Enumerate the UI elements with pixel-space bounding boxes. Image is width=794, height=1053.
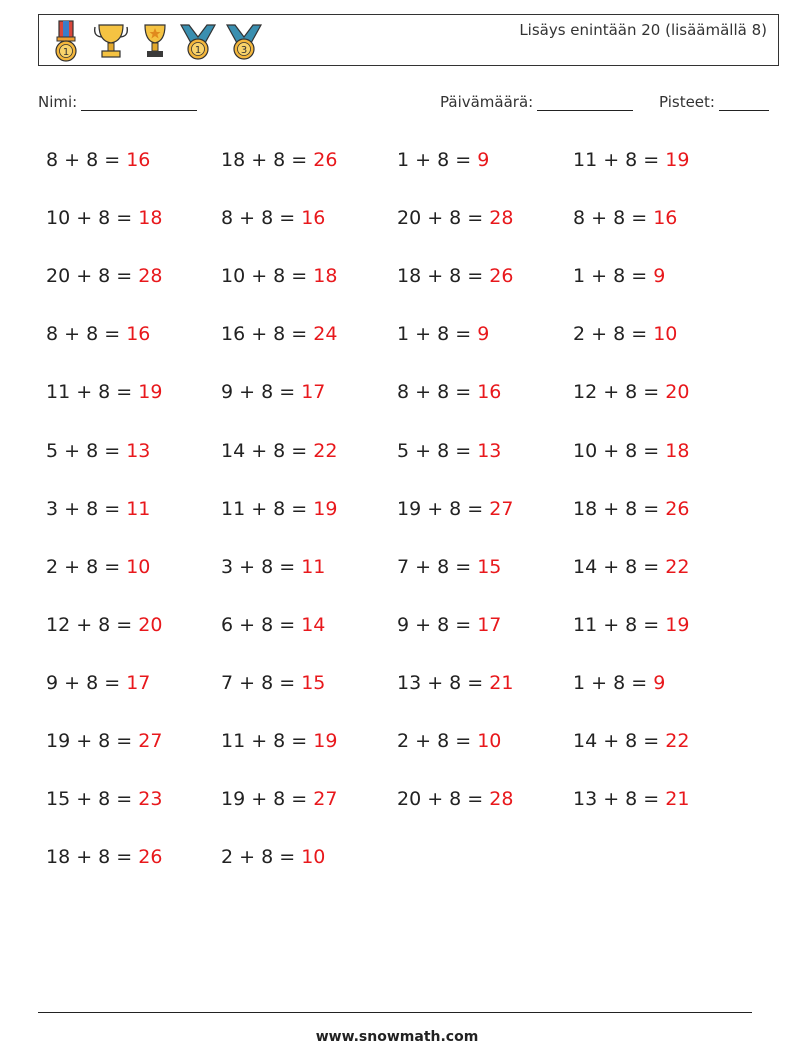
problem-answer: 19 <box>665 614 690 636</box>
problem-answer: 10 <box>477 730 502 752</box>
problem-answer: 16 <box>477 381 502 403</box>
svg-text:1: 1 <box>194 45 202 56</box>
problem-answer: 18 <box>313 265 338 287</box>
problem-item <box>46 555 150 579</box>
problem-item <box>221 497 337 521</box>
problem-item <box>221 206 325 230</box>
problem-question: 14 + 8 = <box>573 556 666 578</box>
problem-answer: 27 <box>489 498 514 520</box>
problem-answer: 13 <box>126 440 151 462</box>
problem-item <box>573 555 689 579</box>
problem-item <box>573 322 677 346</box>
problem-answer: 11 <box>126 498 151 520</box>
problem-question: 18 + 8 = <box>573 498 666 520</box>
problem-item <box>573 148 689 172</box>
problem-item <box>221 613 325 637</box>
problem-question: 18 + 8 = <box>397 265 490 287</box>
problem-item <box>397 322 489 346</box>
problem-answer: 15 <box>301 672 326 694</box>
problem-item <box>573 787 689 811</box>
problem-answer: 13 <box>477 440 502 462</box>
header-box <box>38 14 779 66</box>
problem-question: 8 + 8 = <box>221 207 302 229</box>
problem-question: 5 + 8 = <box>46 440 127 462</box>
problem-answer: 26 <box>489 265 514 287</box>
problem-question: 13 + 8 = <box>397 672 490 694</box>
name-label: Nimi: <box>38 93 78 111</box>
problem-question: 20 + 8 = <box>397 788 490 810</box>
problem-answer: 16 <box>653 207 678 229</box>
date-label: Päivämäärä: <box>440 93 534 111</box>
problem-question: 19 + 8 = <box>397 498 490 520</box>
problem-question: 11 + 8 = <box>221 730 314 752</box>
problem-question: 13 + 8 = <box>573 788 666 810</box>
trophy-star-icon <box>137 19 173 63</box>
problem-item <box>573 206 677 230</box>
problem-answer: 16 <box>301 207 326 229</box>
problem-answer: 17 <box>301 381 326 403</box>
problem-answer: 18 <box>138 207 163 229</box>
problem-item <box>46 264 162 288</box>
problem-item <box>46 613 162 637</box>
problem-question: 8 + 8 = <box>46 149 127 171</box>
problem-item <box>46 787 162 811</box>
problem-question: 10 + 8 = <box>221 265 314 287</box>
problem-question: 8 + 8 = <box>397 381 478 403</box>
problem-item <box>397 729 501 753</box>
problem-question: 11 + 8 = <box>46 381 139 403</box>
problem-answer: 20 <box>665 381 690 403</box>
svg-text:3: 3 <box>240 45 248 56</box>
problem-item <box>46 439 150 463</box>
score-label: Pisteet: <box>659 93 715 111</box>
problem-question: 2 + 8 = <box>46 556 127 578</box>
problem-question: 20 + 8 = <box>46 265 139 287</box>
problem-answer: 9 <box>477 149 490 171</box>
problem-question: 9 + 8 = <box>221 381 302 403</box>
problem-answer: 28 <box>489 207 514 229</box>
problem-item <box>46 845 162 869</box>
problem-item <box>221 555 325 579</box>
problem-item <box>573 439 689 463</box>
problem-question: 11 + 8 = <box>573 614 666 636</box>
problem-item <box>221 845 325 869</box>
problem-item <box>573 671 665 695</box>
problem-item <box>221 729 337 753</box>
problem-item <box>46 206 162 230</box>
problem-question: 11 + 8 = <box>573 149 666 171</box>
problem-item <box>221 380 325 404</box>
problem-answer: 28 <box>489 788 514 810</box>
problem-item <box>573 264 665 288</box>
problem-answer: 9 <box>653 672 666 694</box>
problem-item <box>397 206 513 230</box>
problem-item <box>397 380 501 404</box>
problem-item <box>221 439 337 463</box>
date-field[interactable] <box>440 93 633 111</box>
problem-question: 8 + 8 = <box>573 207 654 229</box>
problem-item <box>397 264 513 288</box>
problem-item <box>397 671 513 695</box>
problem-answer: 22 <box>313 440 338 462</box>
problem-answer: 26 <box>313 149 338 171</box>
problem-item <box>46 729 162 753</box>
problem-answer: 26 <box>665 498 690 520</box>
problem-question: 12 + 8 = <box>46 614 139 636</box>
problem-question: 1 + 8 = <box>397 149 478 171</box>
problem-item <box>397 497 513 521</box>
problem-item <box>573 380 689 404</box>
problem-item <box>397 787 513 811</box>
problem-question: 18 + 8 = <box>221 149 314 171</box>
problem-question: 1 + 8 = <box>573 265 654 287</box>
problem-answer: 19 <box>665 149 690 171</box>
problem-question: 7 + 8 = <box>221 672 302 694</box>
footer-site: www.snowmath.com <box>315 1029 479 1045</box>
problem-answer: 21 <box>489 672 514 694</box>
problem-answer: 10 <box>301 846 326 868</box>
problem-answer: 10 <box>653 323 678 345</box>
problem-answer: 27 <box>138 730 163 752</box>
problem-answer: 21 <box>665 788 690 810</box>
problem-item <box>573 613 689 637</box>
medal-1-blue-ribbon-icon <box>177 19 219 63</box>
problem-question: 5 + 8 = <box>397 440 478 462</box>
problem-item <box>46 148 150 172</box>
problem-question: 9 + 8 = <box>46 672 127 694</box>
problem-answer: 9 <box>477 323 490 345</box>
trophy-cup-icon <box>89 19 133 63</box>
problem-question: 1 + 8 = <box>573 672 654 694</box>
problem-item <box>46 380 162 404</box>
problem-item <box>397 439 501 463</box>
problem-answer: 16 <box>126 149 151 171</box>
problem-answer: 16 <box>126 323 151 345</box>
problem-question: 2 + 8 = <box>397 730 478 752</box>
name-field[interactable] <box>38 93 197 111</box>
problem-question: 19 + 8 = <box>221 788 314 810</box>
problem-question: 3 + 8 = <box>46 498 127 520</box>
problem-item <box>221 671 325 695</box>
problem-item <box>46 322 150 346</box>
problem-item <box>397 148 489 172</box>
problem-question: 2 + 8 = <box>221 846 302 868</box>
award-icons <box>47 18 269 64</box>
problem-answer: 17 <box>126 672 151 694</box>
problem-answer: 20 <box>138 614 163 636</box>
problem-question: 20 + 8 = <box>397 207 490 229</box>
problem-item <box>46 671 150 695</box>
score-line <box>719 94 769 111</box>
problem-question: 7 + 8 = <box>397 556 478 578</box>
problem-question: 11 + 8 = <box>221 498 314 520</box>
problem-item <box>573 497 689 521</box>
medal-1-red-ribbon-icon <box>47 19 85 63</box>
score-field[interactable] <box>659 93 769 111</box>
problem-answer: 18 <box>665 440 690 462</box>
problem-answer: 15 <box>477 556 502 578</box>
problem-question: 10 + 8 = <box>573 440 666 462</box>
problem-answer: 23 <box>138 788 163 810</box>
problem-answer: 9 <box>653 265 666 287</box>
problem-item <box>46 497 150 521</box>
problem-item <box>221 148 337 172</box>
problem-question: 14 + 8 = <box>573 730 666 752</box>
problem-item <box>397 555 501 579</box>
problem-item <box>221 787 337 811</box>
problem-answer: 22 <box>665 556 690 578</box>
problem-answer: 14 <box>301 614 326 636</box>
problem-question: 15 + 8 = <box>46 788 139 810</box>
problem-answer: 10 <box>126 556 151 578</box>
problem-answer: 22 <box>665 730 690 752</box>
problem-question: 18 + 8 = <box>46 846 139 868</box>
problem-answer: 11 <box>301 556 326 578</box>
date-line <box>537 94 633 111</box>
problem-item <box>397 613 501 637</box>
problem-question: 6 + 8 = <box>221 614 302 636</box>
problem-question: 9 + 8 = <box>397 614 478 636</box>
problem-question: 14 + 8 = <box>221 440 314 462</box>
problem-question: 12 + 8 = <box>573 381 666 403</box>
problem-question: 2 + 8 = <box>573 323 654 345</box>
medal-3-blue-ribbon-icon <box>223 19 265 63</box>
name-line <box>81 94 197 111</box>
problem-question: 3 + 8 = <box>221 556 302 578</box>
problem-answer: 24 <box>313 323 338 345</box>
problem-question: 19 + 8 = <box>46 730 139 752</box>
problem-question: 16 + 8 = <box>221 323 314 345</box>
worksheet-title: Lisäys enintään 20 (lisäämällä 8) <box>519 21 767 39</box>
problem-answer: 19 <box>313 730 338 752</box>
problem-item <box>221 264 337 288</box>
problem-question: 1 + 8 = <box>397 323 478 345</box>
footer-divider <box>38 1012 752 1013</box>
problem-answer: 19 <box>138 381 163 403</box>
problem-question: 10 + 8 = <box>46 207 139 229</box>
problem-answer: 26 <box>138 846 163 868</box>
problem-answer: 27 <box>313 788 338 810</box>
svg-text:1: 1 <box>62 47 70 58</box>
problem-answer: 17 <box>477 614 502 636</box>
problem-answer: 28 <box>138 265 163 287</box>
problem-item <box>221 322 337 346</box>
problem-item <box>573 729 689 753</box>
problem-answer: 19 <box>313 498 338 520</box>
problem-question: 8 + 8 = <box>46 323 127 345</box>
